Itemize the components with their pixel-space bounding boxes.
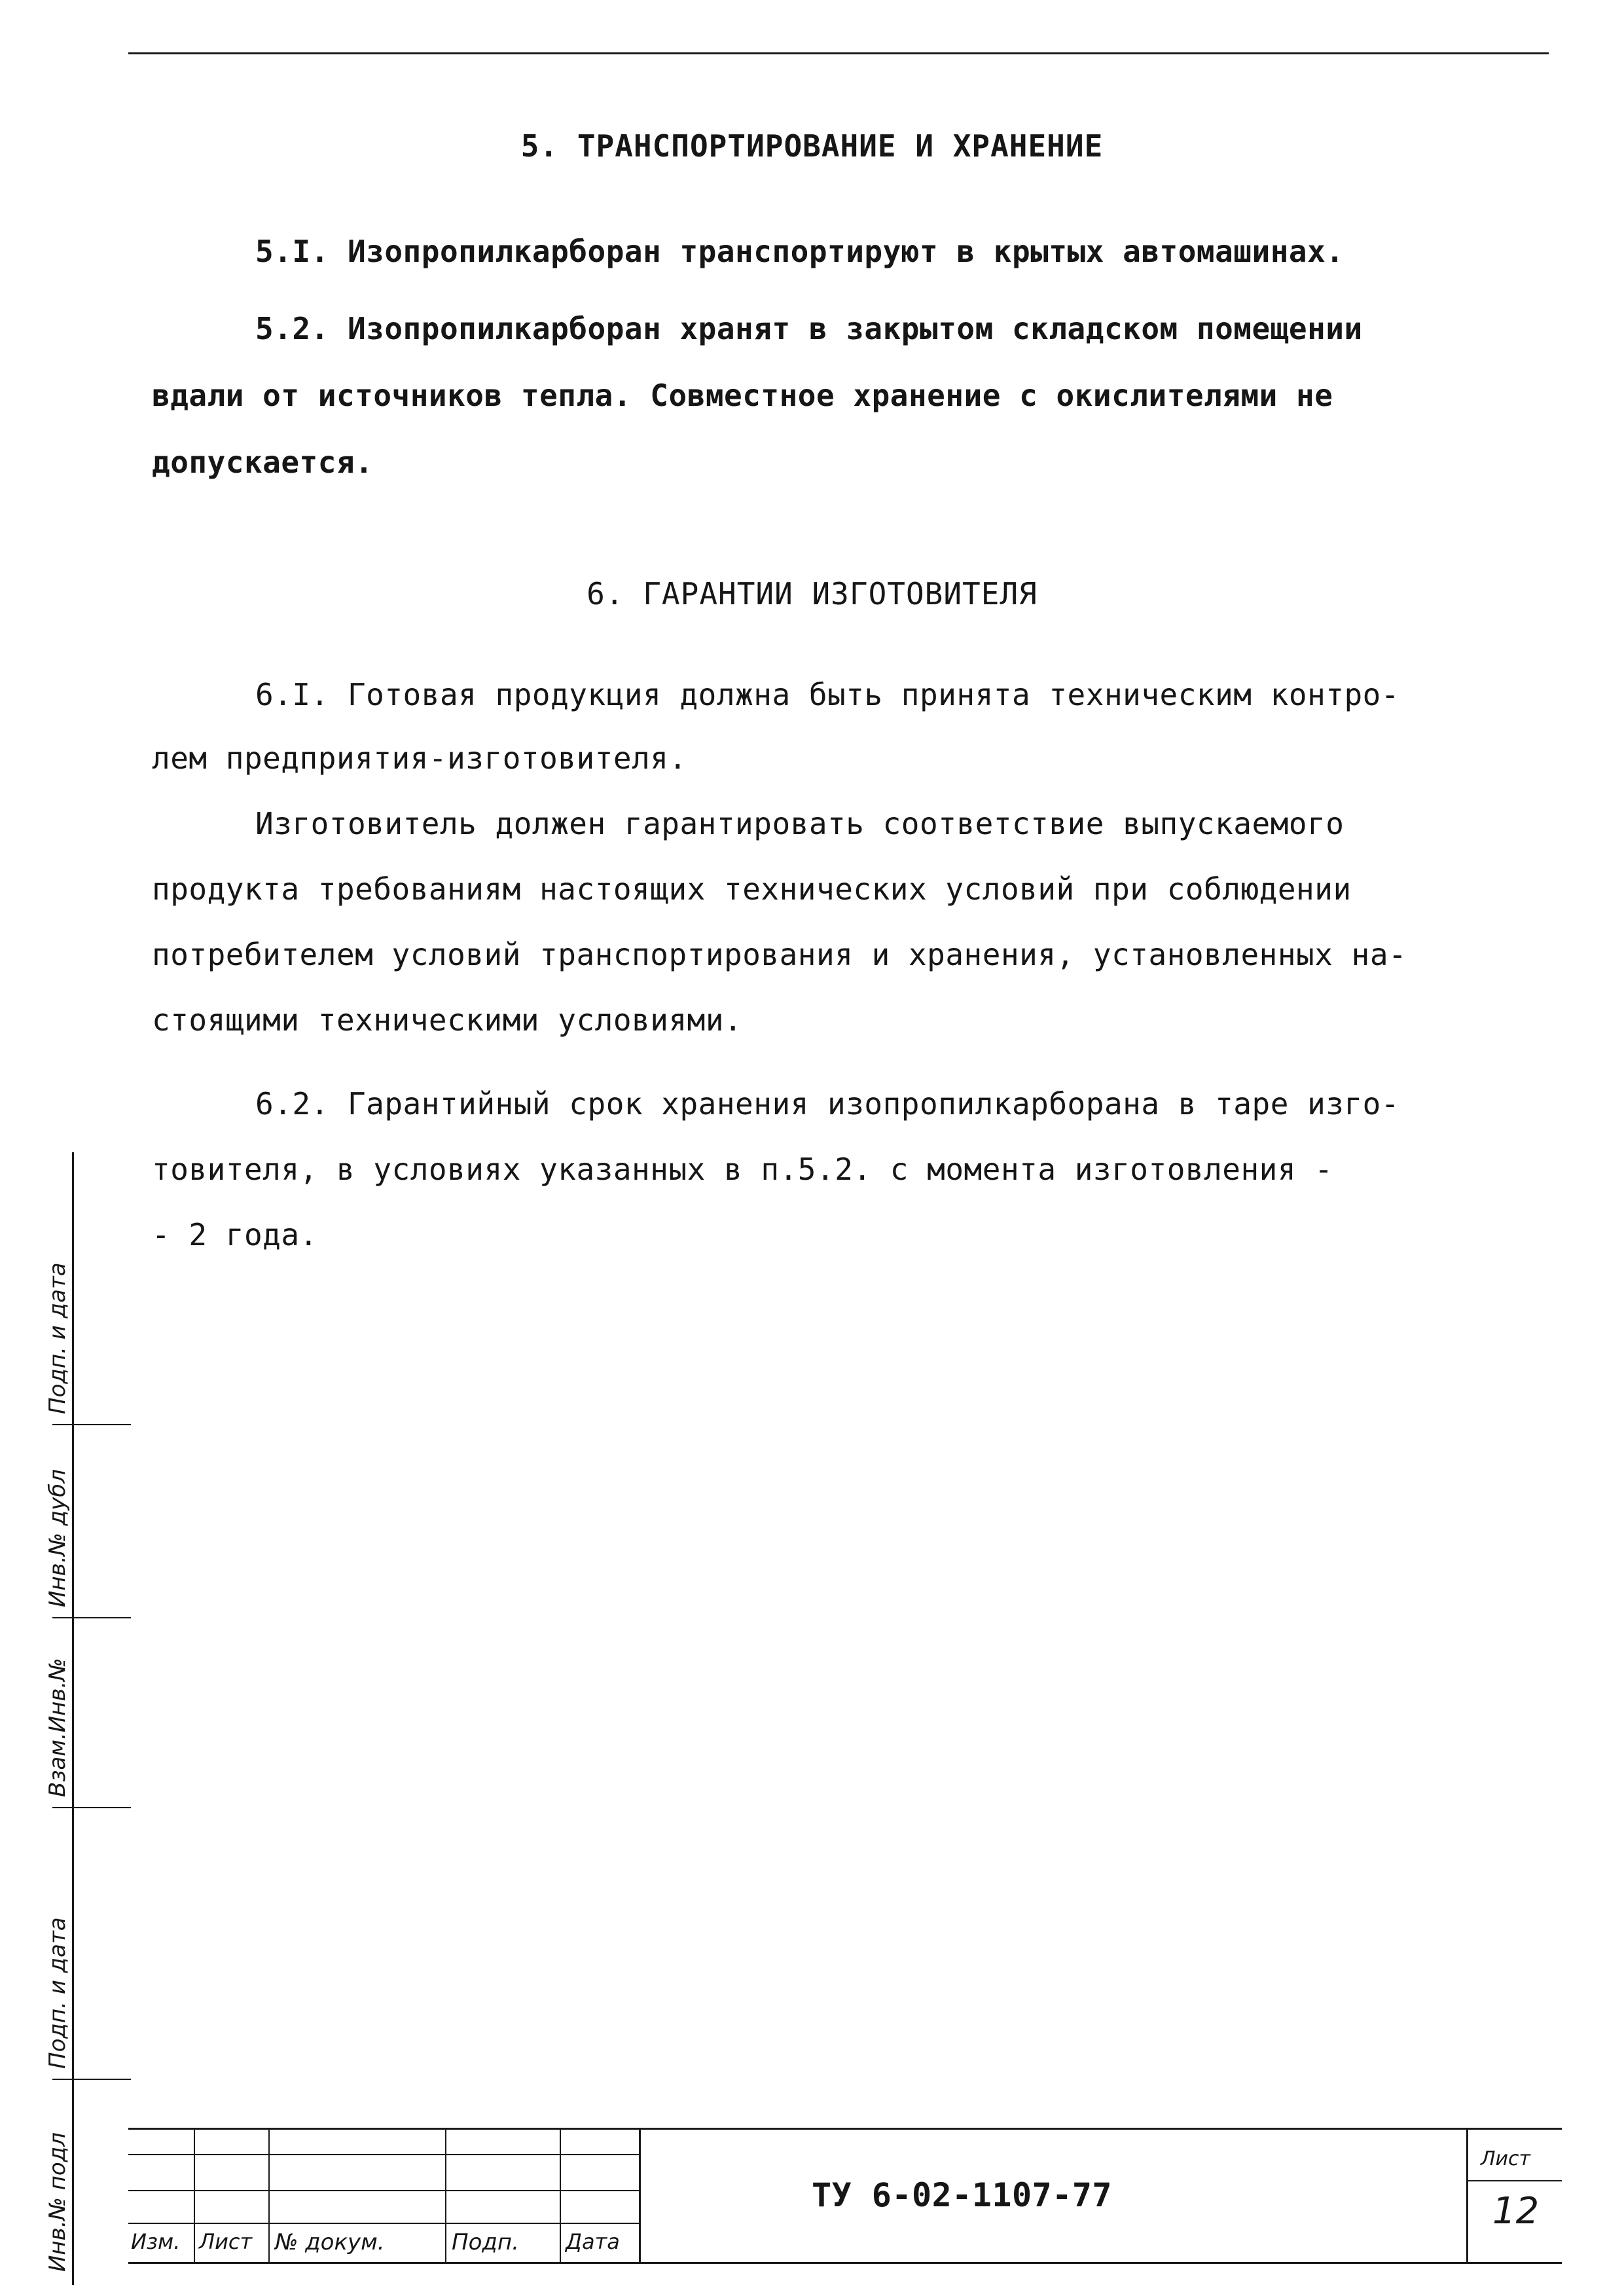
col-header-doc: № докум. <box>275 2229 385 2255</box>
title-block-top-rule <box>128 2128 1562 2130</box>
paragraph-6-1-line-1: 6.I. Готовая продукция должна быть принята техническим контро- <box>255 677 1400 712</box>
title-block-col-rule <box>445 2128 446 2262</box>
col-header-data: Дата <box>566 2229 620 2254</box>
title-block-row-rule <box>128 2190 639 2191</box>
paragraph-5-1: 5.I. Изопропилкарборан транспортируют в крытых автомашинах. <box>255 234 1344 269</box>
paragraph-6-1b-line-1: Изготовитель должен гарантировать соответствие выпускаемого <box>255 806 1344 841</box>
sidebar-divider <box>52 1807 131 1808</box>
title-block-sheet-row-rule <box>1466 2180 1562 2181</box>
col-header-podp: Подп. <box>452 2229 519 2255</box>
title-block-col-rule <box>268 2128 270 2262</box>
top-rule <box>128 52 1549 54</box>
sidebar-field-original-inv: Инв.№ подл <box>45 2132 71 2272</box>
sidebar-divider <box>52 1617 131 1618</box>
sidebar-field-sign-date: Подп. и дата <box>45 1262 71 1414</box>
sidebar-divider <box>52 2079 131 2080</box>
paragraph-6-2-line-2: товителя, в условиях указанных в п.5.2. с момента изготовления - <box>152 1152 1333 1187</box>
document-code: ТУ 6-02-1107-77 <box>812 2176 1113 2214</box>
sheet-label: Лист <box>1481 2147 1531 2170</box>
paragraph-6-2-line-1: 6.2. Гарантийный срок хранения изопропилкарборана в таре изго- <box>255 1086 1400 1121</box>
section-5-heading: 5. ТРАНСПОРТИРОВАНИЕ И ХРАНЕНИЕ <box>520 128 1104 164</box>
title-block-row-rule <box>128 2223 639 2224</box>
paragraph-6-1-line-2: лем предприятия-изготовителя. <box>152 740 687 776</box>
col-header-izm: Изм. <box>131 2229 181 2254</box>
paragraph-6-1b-line-4: стоящими техническими условиями. <box>152 1002 743 1038</box>
paragraph-5-2-line-2: вдали от источников тепла. Совместное хранение с окислителями не <box>152 378 1333 413</box>
sidebar-field-dup-inv: Инв.№ дубл <box>45 1468 71 1607</box>
title-block-bottom-rule <box>128 2262 1562 2264</box>
section-6-heading: 6. ГАРАНТИИ ИЗГОТОВИТЕЛЯ <box>586 576 1038 611</box>
title-block-sheet-col-rule <box>1466 2128 1468 2262</box>
sidebar-field-sign-date-2: Подп. и дата <box>45 1917 71 2069</box>
title-block-col-rule <box>194 2128 195 2262</box>
paragraph-6-1b-line-2: продукта требованиям настоящих технических условий при соблюдении <box>152 871 1352 907</box>
paragraph-5-2-line-3: допускается. <box>152 445 374 480</box>
sidebar-field-replace-inv: Взам.Инв.№ <box>45 1658 71 1797</box>
paragraph-6-1b-line-3: потребителем условий транспортирования и хранения, установленных на- <box>152 937 1407 972</box>
title-block-row-rule <box>128 2154 639 2155</box>
sidebar-divider <box>52 1424 131 1425</box>
paragraph-6-2-line-3: - 2 года. <box>152 1217 318 1252</box>
sidebar-vertical-rule <box>72 1152 74 2285</box>
paragraph-5-2-line-1: 5.2. Изопропилкарборан хранят в закрытом складском помещении <box>255 311 1363 346</box>
title-block-col-rule <box>639 2128 641 2262</box>
sheet-number: 12 <box>1492 2190 1540 2232</box>
col-header-list: Лист <box>199 2229 253 2254</box>
title-block-col-rule <box>560 2128 561 2262</box>
